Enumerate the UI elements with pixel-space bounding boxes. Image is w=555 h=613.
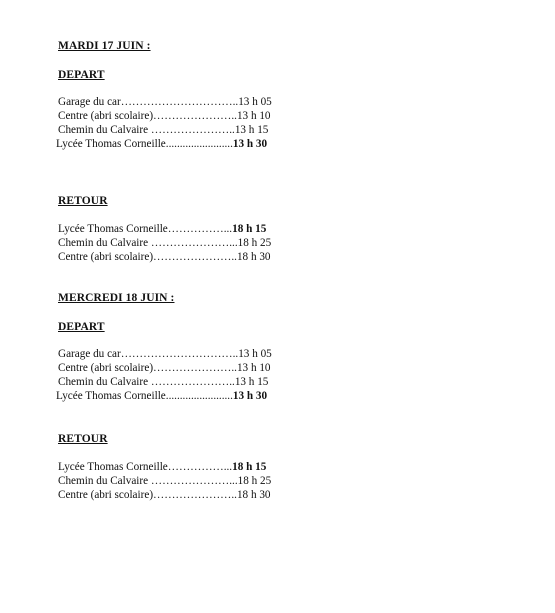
stop-name: Centre (abri scolaire)………………….. bbox=[58, 489, 237, 501]
stop-time: 13 h 10 bbox=[236, 110, 271, 122]
stop-name: Chemin du Calvaire ………………….. bbox=[58, 376, 235, 388]
stop-name: Chemin du Calvaire …………………. bbox=[58, 237, 233, 249]
retour-heading: RETOUR bbox=[58, 433, 108, 445]
stop-time: 18 h 15 bbox=[232, 223, 267, 235]
stop-name: Centre (abri scolaire)………………….. bbox=[58, 362, 237, 374]
schedule-entry bbox=[56, 137, 267, 151]
schedule-entry bbox=[58, 488, 271, 502]
retour-heading: RETOUR bbox=[58, 195, 108, 207]
schedule-entry bbox=[58, 375, 268, 389]
stop-time: 13 h 05 bbox=[238, 348, 272, 360]
schedule-entry bbox=[58, 460, 266, 474]
schedule-entry bbox=[58, 250, 271, 264]
schedule-entry bbox=[58, 123, 268, 137]
stop-time: 13 h 30 bbox=[232, 138, 268, 150]
schedule-entry bbox=[58, 222, 266, 236]
stop-time: 18 h 30 bbox=[236, 489, 271, 501]
stop-time: 13 h 15 bbox=[234, 376, 269, 388]
depart-heading: DEPART bbox=[58, 69, 105, 81]
stop-time: 13 h 30 bbox=[232, 390, 268, 402]
schedule-entry bbox=[58, 109, 271, 123]
schedule-entry bbox=[58, 236, 271, 250]
stop-name: Centre (abri scolaire)………………….. bbox=[58, 251, 237, 263]
depart-heading: DEPART bbox=[58, 321, 105, 333]
schedule-entry bbox=[58, 95, 272, 109]
day-title: MARDI 17 JUIN : bbox=[58, 40, 151, 52]
stop-name: Lycée Thomas Corneille........................ bbox=[56, 138, 233, 150]
stop-time: ..18 h 25 bbox=[232, 237, 272, 249]
stop-name: Chemin du Calvaire ………………….. bbox=[58, 124, 235, 136]
stop-name: Chemin du Calvaire …………………. bbox=[58, 475, 233, 487]
stop-time: 13 h 10 bbox=[236, 362, 271, 374]
schedule-entry bbox=[58, 347, 272, 361]
schedule-entry bbox=[58, 361, 271, 375]
stop-time: 18 h 30 bbox=[236, 251, 271, 263]
stop-name: Lycée Thomas Corneille……………... bbox=[58, 461, 233, 473]
schedule-entry bbox=[56, 389, 267, 403]
stop-name: Garage du car………………………….. bbox=[58, 348, 239, 360]
day-title: MERCREDI 18 JUIN : bbox=[58, 292, 175, 304]
stop-time: ..18 h 25 bbox=[232, 475, 272, 487]
stop-time: 13 h 05 bbox=[238, 96, 272, 108]
stop-name: Lycée Thomas Corneille……………... bbox=[58, 223, 233, 235]
stop-name: Lycée Thomas Corneille........................ bbox=[56, 390, 233, 402]
stop-time: 13 h 15 bbox=[234, 124, 269, 136]
schedule-entry bbox=[58, 474, 271, 488]
stop-time: 18 h 15 bbox=[232, 461, 267, 473]
stop-name: Garage du car………………………….. bbox=[58, 96, 239, 108]
stop-name: Centre (abri scolaire)………………….. bbox=[58, 110, 237, 122]
